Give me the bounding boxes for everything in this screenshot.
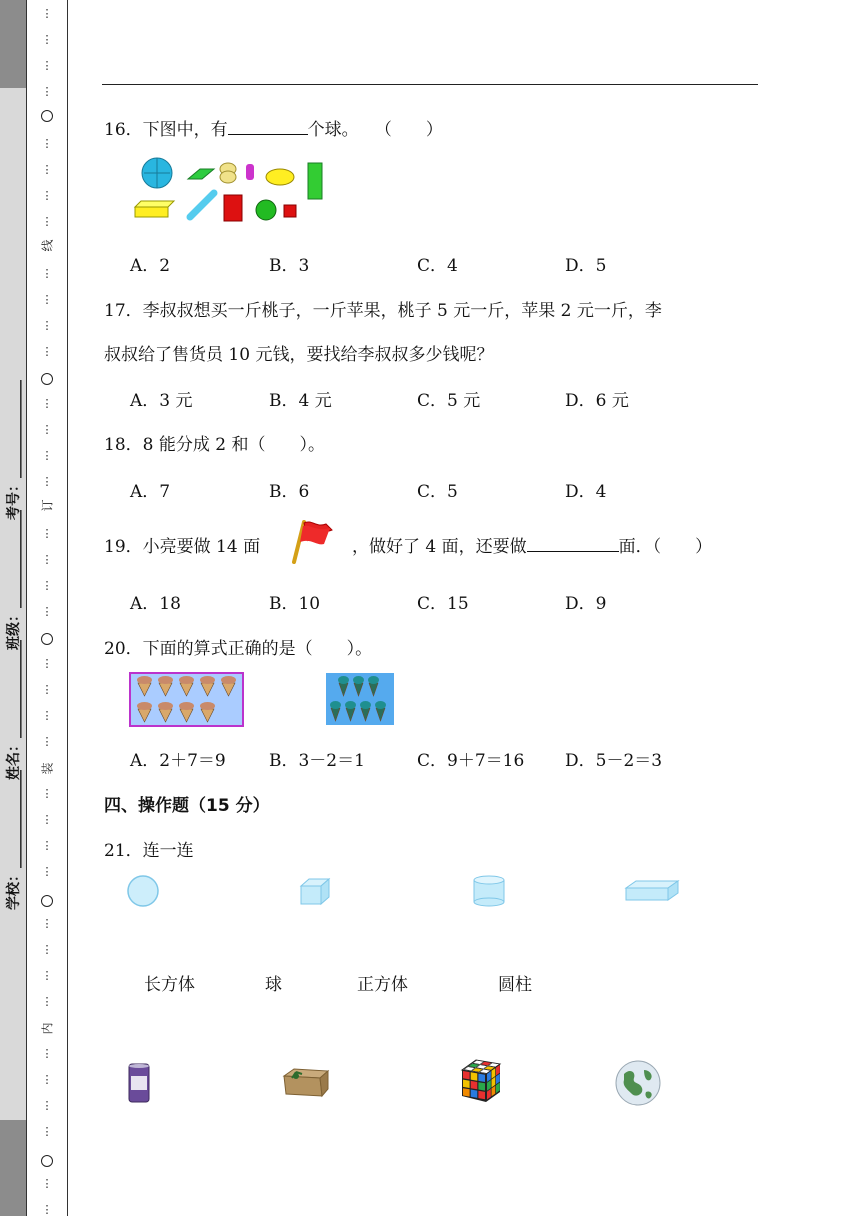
sidebar-dark-block-bottom <box>0 1120 26 1216</box>
q19-option-a[interactable]: A．18 <box>130 594 181 614</box>
binding-dots: ⋮ <box>41 813 53 826</box>
rubiks-cube-object-image[interactable] <box>458 1058 504 1106</box>
label-cuboid[interactable]: 长方体 <box>144 975 195 995</box>
q17-option-c[interactable]: C．5 元 <box>417 391 481 411</box>
question-17: 17．李叔叔想买一斤桃子，一斤苹果，桃子 5 元一斤，苹果 2 元一斤，李 <box>104 301 662 321</box>
binding-dots: ⋮ <box>41 397 53 410</box>
q16-option-c[interactable]: C．4 <box>417 256 458 276</box>
header-rule <box>102 84 758 85</box>
cube-shape-image[interactable] <box>298 876 332 906</box>
cuboid-shape-image[interactable] <box>624 878 680 904</box>
ice-cream-scoop <box>221 676 236 684</box>
globe-object-image[interactable] <box>614 1060 662 1106</box>
q19-option-c[interactable]: C．15 <box>417 594 469 614</box>
q16-option-d[interactable]: D．5 <box>565 256 607 276</box>
question-19: 19．小亮要做 14 面 <box>104 537 261 557</box>
binding-dots: ⋮ <box>41 1099 53 1112</box>
q18-option-a[interactable]: A．7 <box>130 482 171 502</box>
binding-dots: ⋮ <box>41 839 53 852</box>
label-cylinder[interactable]: 圆柱 <box>498 975 532 995</box>
q17-option-a[interactable]: A．3 元 <box>130 391 193 411</box>
cylinder-shape-image[interactable] <box>472 874 506 908</box>
binding-circle-mark <box>41 373 53 385</box>
binding-dots: ⋮ <box>41 33 53 46</box>
ice-cream-scoop <box>345 701 356 709</box>
binding-dots: ⋮ <box>41 475 53 488</box>
cube-sticker <box>471 1090 478 1098</box>
binding-dots: ⋮ <box>41 137 53 150</box>
ice-cream-scoop <box>330 701 341 709</box>
label-sphere[interactable]: 球 <box>265 975 282 995</box>
sidebar-dark-block-top <box>0 0 26 88</box>
can-object-image[interactable] <box>126 1062 152 1104</box>
question-17-line-2: 叔叔给了售货员 10 元钱，要找给李叔叔多少钱呢？ <box>104 345 494 365</box>
cube-sticker <box>478 1082 485 1090</box>
binding-dots: ⋮ <box>41 1047 53 1060</box>
binding-label: 装 <box>40 762 55 775</box>
binding-circle-mark <box>41 895 53 907</box>
binding-dots: ⋮ <box>41 267 53 280</box>
binding-label: 内 <box>40 1022 55 1035</box>
binding-dots: ⋮ <box>41 1073 53 1086</box>
ice-cream-scoop <box>360 701 371 709</box>
binding-dots: ⋮ <box>41 995 53 1008</box>
binding-dots: ⋮ <box>41 293 53 306</box>
q20-option-b[interactable]: B．3－2＝1 <box>269 751 365 771</box>
question-21: 21．连一连 <box>104 841 194 861</box>
binding-dots: ⋮ <box>41 553 53 566</box>
q20-option-c[interactable]: C．9＋7＝16 <box>417 751 525 771</box>
q20-option-d[interactable]: D．5－2＝3 <box>565 751 663 771</box>
cube-sticker <box>463 1088 470 1096</box>
ice-cream-scoop <box>200 676 215 684</box>
binding-dots: ⋮ <box>41 189 53 202</box>
ice-cream-scoop <box>137 676 152 684</box>
binding-dots: ⋮ <box>41 319 53 332</box>
ice-cream-scoop <box>158 676 173 684</box>
q16-option-b[interactable]: B．3 <box>269 256 310 276</box>
q17-option-d[interactable]: D．6 元 <box>565 391 629 411</box>
binding-dots: ⋮ <box>41 345 53 358</box>
binding-dots: ⋮ <box>41 943 53 956</box>
cube-sticker <box>471 1081 478 1089</box>
question-19-tail: ，做好了 4 面，还要做 面．（ ） <box>352 537 713 557</box>
q18-option-d[interactable]: D．4 <box>565 482 607 502</box>
q17-option-b[interactable]: B．4 元 <box>269 391 332 411</box>
exam-number-field: 考号：______________ <box>6 380 22 520</box>
binding-dots: ⋮ <box>41 1125 53 1138</box>
ice-cream-scoop <box>179 702 194 710</box>
question-20: 20．下面的算式正确的是（ ）。 <box>104 639 373 659</box>
sphere-shape-image[interactable] <box>126 874 160 908</box>
binding-dots: ⋮ <box>41 709 53 722</box>
binding-dots: ⋮ <box>41 683 53 696</box>
binding-dots: ⋮ <box>41 787 53 800</box>
ice-cream-group-brown-image <box>129 672 245 728</box>
student-info-fields <box>0 330 26 910</box>
binding-dots: ⋮ <box>41 1203 53 1216</box>
ice-cream-scoop <box>200 702 215 710</box>
section-heading: 四、操作题（15 分） <box>104 796 270 816</box>
ice-cream-scoop <box>353 676 364 684</box>
cube-sticker <box>478 1091 485 1099</box>
binding-dots: ⋮ <box>41 605 53 618</box>
binding-dots: ⋮ <box>41 969 53 982</box>
q19-option-d[interactable]: D．9 <box>565 594 607 614</box>
ice-cream-scoop <box>368 676 379 684</box>
binding-dots: ⋮ <box>41 59 53 72</box>
binding-dots-column <box>38 0 56 1216</box>
binding-dots: ⋮ <box>41 527 53 540</box>
binding-dots: ⋮ <box>41 7 53 20</box>
binding-dots: ⋮ <box>41 215 53 228</box>
red-flag-image <box>286 518 336 566</box>
shapes-image <box>130 155 330 227</box>
binding-label: 订 <box>40 499 55 512</box>
cube-sticker <box>471 1072 478 1080</box>
question-18: 18．8 能分成 2 和（ ）。 <box>104 435 325 455</box>
class-field: 班级：______________ <box>6 510 22 650</box>
label-cube[interactable]: 正方体 <box>357 975 408 995</box>
q16-option-a[interactable]: A．2 <box>130 256 171 276</box>
cube-sticker <box>478 1074 485 1082</box>
binding-dots: ⋮ <box>41 735 53 748</box>
q18-option-b[interactable]: B．6 <box>269 482 310 502</box>
ice-cream-scoop <box>375 701 386 709</box>
ice-cream-scoop <box>338 676 349 684</box>
binding-dots: ⋮ <box>41 85 53 98</box>
cube-sticker <box>463 1080 470 1088</box>
binding-dots: ⋮ <box>41 657 53 670</box>
binding-circle-mark <box>41 633 53 645</box>
ice-cream-scoop <box>179 676 194 684</box>
binding-dots: ⋮ <box>41 579 53 592</box>
binding-dots: ⋮ <box>41 917 53 930</box>
binding-dots: ⋮ <box>41 163 53 176</box>
ice-cream-scoop <box>137 702 152 710</box>
q18-option-c[interactable]: C．5 <box>417 482 458 502</box>
binding-line <box>67 0 68 1216</box>
answer-blank <box>527 537 619 552</box>
binding-dots: ⋮ <box>41 865 53 878</box>
binding-label: 线 <box>40 239 55 252</box>
binding-dots: ⋮ <box>41 423 53 436</box>
answer-blank <box>228 120 308 135</box>
binding-circle-mark <box>41 1155 53 1167</box>
name-field: 姓名：______________ <box>6 640 22 780</box>
binding-circle-mark <box>41 110 53 122</box>
question-16: 16．下图中，有 个球。 （ ） <box>104 120 443 140</box>
ice-cream-group-teal-image <box>326 673 394 725</box>
ice-cream-scoop <box>158 702 173 710</box>
school-field: 学校：______________ <box>6 770 22 910</box>
cube-sticker <box>463 1071 470 1079</box>
binding-dots: ⋮ <box>41 449 53 462</box>
q19-option-b[interactable]: B．10 <box>269 594 321 614</box>
binding-dots: ⋮ <box>41 1177 53 1190</box>
box-object-image[interactable] <box>280 1066 330 1100</box>
q20-option-a[interactable]: A．2＋7＝9 <box>130 751 226 771</box>
sidebar-edge-line <box>26 0 27 1216</box>
